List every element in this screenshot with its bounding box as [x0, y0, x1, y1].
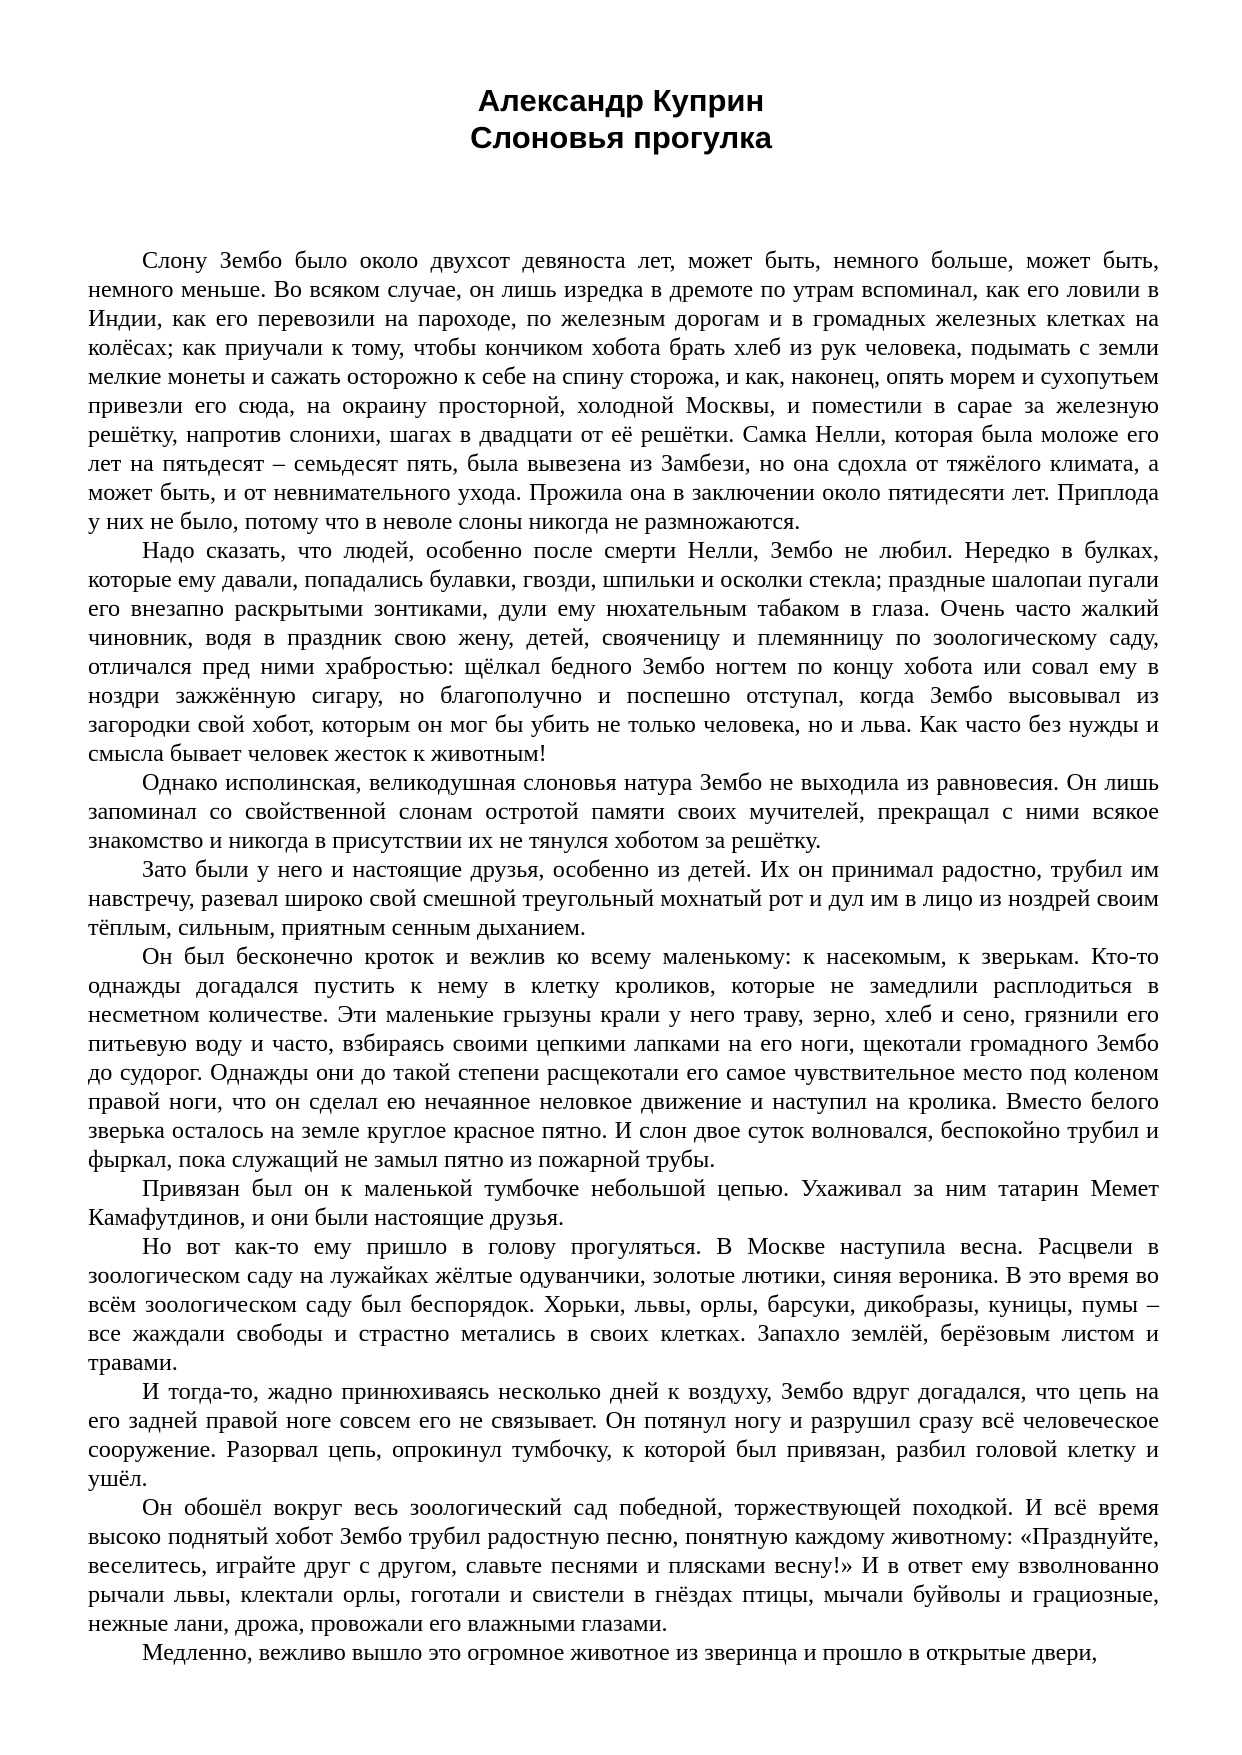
- paragraph: Он был бесконечно кроток и вежлив ко всему маленькому: к насекомым, к зверькам. Кто-то однажды догадался пустить к нему в клетку кроликов, которые не замедлили расплодиться в несметном количестве. Эти маленькие грызуны крали у него траву, зерно, хлеб и сено, грязнили его питьевую воду и часто, взбираясь своими цепкими лапками на его ноги, щекотали громадного Зембо до судорог. Однажды они до такой степени расщекотали его самое чувствительное место под коленом правой ноги, что он сделал ею нечаянное неловкое движение и наступил на кролика. Вместо белого зверька осталось на земле круглое красное пятно. И слон двое суток волновался, беспокойно трубил и фыркал, пока служащий не замыл пятно из пожарной трубы.: [88, 943, 1159, 1173]
- paragraph: Однако исполинская, великодушная слоновья натура Зембо не выходила из равновесия. Он лишь запоминал со свойственной слонам остротой памяти своих мучителей, прекращал с ними всякое знакомство и никогда в присутствии их не тянулся хоботом за решётку.: [88, 769, 1159, 854]
- story-body: [88, 246, 1159, 1667]
- document-header: [0, 82, 1242, 156]
- paragraph: Но вот как-то ему пришло в голову прогуляться. В Москве наступила весна. Расцвели в зоологическом саду на лужайках жёлтые одуванчики, золотые лютики, синяя вероника. В это время во всём зоологическом саду был беспорядок. Хорьки, львы, орлы, барсуки, дикобразы, куницы, пумы – все жаждали свободы и страстно метались в своих клетках. Запахло землёй, берёзовым листом и травами.: [88, 1233, 1159, 1376]
- paragraph: Зато были у него и настоящие друзья, особенно из детей. Их он принимал радостно, трубил им навстречу, разевал широко свой смешной треугольный мохнатый рот и дул им в лицо из ноздрей своим тёплым, сильным, приятным сенным дыханием.: [88, 856, 1159, 941]
- paragraph: Слону Зембо было около двухсот девяноста лет, может быть, немного больше, может быть, немного меньше. Во всяком случае, он лишь изредка в дремоте по утрам вспоминал, как его ловили в Индии, как его перевозили на пароходе, по железным дорогам и в громадных железных клетках на колёсах; как приучали к тому, чтобы кончиком хобота брать хлеб из рук человека, подымать с земли мелкие монеты и сажать осторожно к себе на спину сторожа, и как, наконец, опять морем и сухопутьем привезли его сюда, на окраину просторной, холодной Москвы, и поместили в сарае за железную решётку, напротив слонихи, шагах в двадцати от её решётки. Самка Нелли, которая была моложе его лет на пятьдесят – семьдесят пять, была вывезена из Замбези, но она сдохла от тяжёлого климата, а может быть, и от невнимательного ухода. Прожила она в заключении около пятидесяти лет. Приплода у них не было, потому что в неволе слоны никогда не размножаются.: [88, 247, 1159, 535]
- paragraph: Надо сказать, что людей, особенно после смерти Нелли, Зембо не любил. Нередко в булках, которые ему давали, попадались булавки, гвозди, шпильки и осколки стекла; праздные шалопаи пугали его внезапно раскрытыми зонтиками, дули ему нюхательным табаком в глаза. Очень часто жалкий чиновник, водя в праздник свою жену, детей, свояченицу и племянницу по зоологическому саду, отличался пред ними храбростью: щёлкал бедного Зембо ногтем по концу хобота или совал ему в ноздри зажжённую сигару, но благополучно и поспешно отступал, когда Зембо высовывал из загородки свой хобот, которым он мог бы убить не только человека, но и льва. Как часто без нужды и смысла бывает человек жесток к животным!: [88, 537, 1159, 767]
- paragraph: Медленно, вежливо вышло это огромное животное из зверинца и прошло в открытые двери,: [142, 1639, 1098, 1666]
- paragraph: И тогда-то, жадно принюхиваясь несколько дней к воздуху, Зембо вдруг догадался, что цепь на его задней правой ноге совсем его не связывает. Он потянул ногу и разрушил сразу всё человеческое сооружение. Разорвал цепь, опрокинул тумбочку, к которой был привязан, разбил головой клетку и ушёл.: [88, 1378, 1159, 1492]
- paragraph: Он обошёл вокруг весь зоологический сад победной, торжествующей походкой. И всё время высоко поднятый хобот Зембо трубил радостную песню, понятную каждому животному: «Празднуйте, веселитесь, играйте друг с другом, славьте песнями и плясками весну!» И в ответ ему взволнованно рычали львы, клектали орлы, гоготали и свистели в гнёздах птицы, мычали буйволы и грациозные, нежные лани, дрожа, провожали его влажными глазами.: [88, 1494, 1159, 1637]
- author-name: Александр Куприн: [477, 83, 765, 118]
- paragraph: Привязан был он к маленькой тумбочке небольшой цепью. Ухаживал за ним татарин Мемет Камафутдинов, и они были настоящие друзья.: [88, 1175, 1159, 1231]
- story-title: Слоновья прогулка: [470, 120, 772, 155]
